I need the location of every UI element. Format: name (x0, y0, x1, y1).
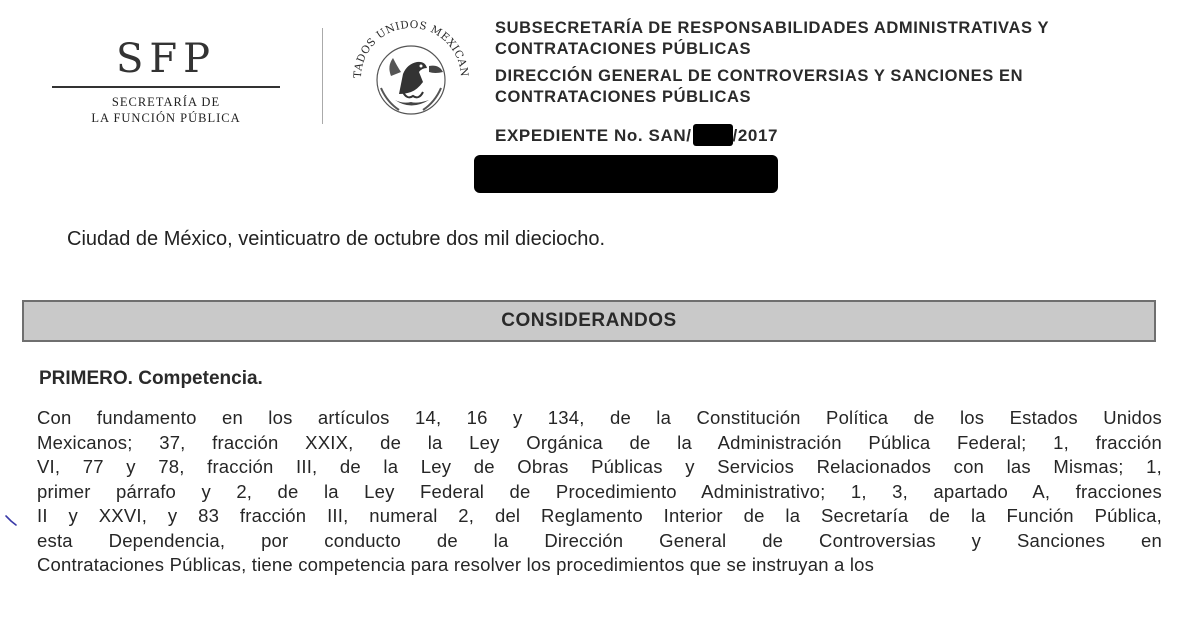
body-line: esta Dependencia, por conducto de la Dirección General de Controversias y Sanciones en (37, 529, 1162, 551)
redaction-expediente (693, 124, 733, 146)
expediente-suffix: /2017 (732, 126, 779, 145)
header-divider (322, 28, 323, 124)
body-line: VI, 77 y 78, fracción III, de la Ley de Obras Públicas y Servicios Relacionados con las Mismas; 1, (37, 456, 1162, 477)
subsecretaria-line1: SUBSECRETARÍA DE RESPONSABILIDADES ADMINISTRATIVAS Y (495, 19, 1050, 37)
logo-name-line2: LA FUNCIÓN PÚBLICA (91, 111, 241, 125)
header-text (495, 18, 1155, 146)
expediente-number (495, 124, 1155, 146)
body-paragraph (37, 406, 1162, 578)
body-line: Con fundamento en los artículos 14, 16 y 134, de la Constitución Política de los Estados Unidos (37, 407, 1162, 428)
body-line: Contrataciones Públicas, tiene competencia para resolver los procedimientos que se instruyan a los (37, 554, 875, 575)
body-line: Mexicanos; 37, fracción XXIX, de la Ley Orgánica de la Administración Pública Federal; 1, fracción (37, 431, 1162, 453)
pen-mark-icon (4, 514, 20, 533)
first-heading: PRIMERO. Competencia. (39, 368, 263, 389)
logo-name-line1: SECRETARÍA DE (111, 95, 221, 109)
expediente-prefix: EXPEDIENTE No. SAN/ (495, 126, 692, 145)
redaction-block (474, 155, 778, 193)
logo-rule (52, 86, 280, 88)
seal-text: TADOS UNIDOS MEXICAN (351, 18, 471, 79)
body-line: primer párrafo y 2, de la Ley Federal de Procedimiento Administrativo; 1, 3, apartado A, fracciones (37, 480, 1162, 502)
direccion-line2: CONTRATACIONES PÚBLICAS (495, 88, 752, 106)
sfp-logo (52, 36, 280, 126)
national-seal-icon (347, 16, 475, 131)
direccion-line1: DIRECCIÓN GENERAL DE CONTROVERSIAS Y SANCIONES EN (495, 67, 1024, 85)
subsecretaria-line2: CONTRATACIONES PÚBLICAS (495, 40, 752, 58)
place-date: Ciudad de México, veinticuatro de octubre dos mil dieciocho. (67, 228, 606, 250)
body-line: II y XXVI, y 83 fracción III, numeral 2, del Reglamento Interior de la Secretaría de la Función Pública, (37, 505, 1162, 526)
logo-acronym: SFP (115, 36, 217, 82)
section-header (22, 300, 1156, 342)
section-title: CONSIDERANDOS (501, 310, 677, 331)
